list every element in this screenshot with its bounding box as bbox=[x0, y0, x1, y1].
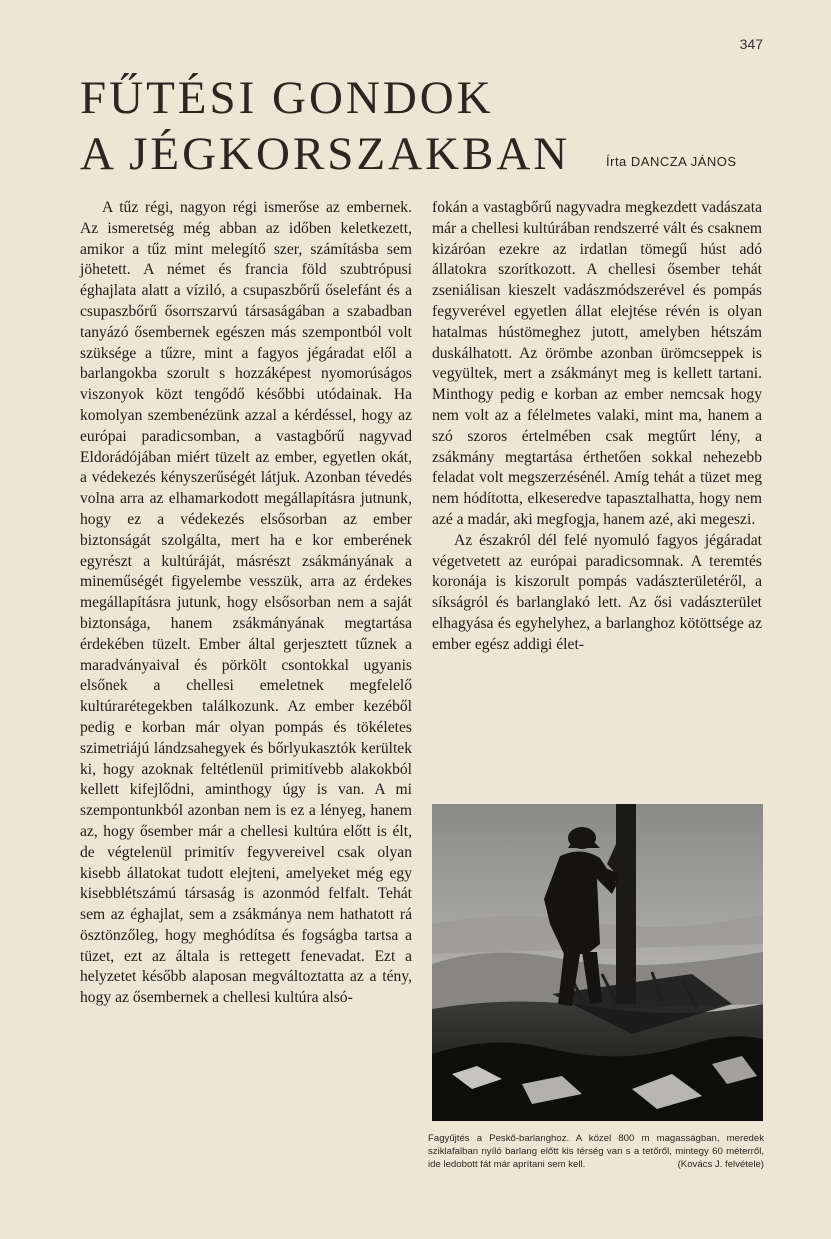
left-paragraph-1: A tűz régi, nagyon régi ismerőse az embernek. Az ismeretség még abban az időben keletkezett, amikor a tűz mint melegítő szer, számításba sem jöhetett. A német és francia föld szubtrópusi éghajlata alatt a víziló, a csupaszbőrű őselefánt és a csupaszbőrű ősorrszarvú társaságában a szabadban tanyázó ősembernek egészen más szempontból volt szüksége a tűzre, mint a fagyos jégáradat elől a barlangokba szorult s hozzáképest nyomorúságos viszonyok közt tengődő későbbi utódainak. Ha komolyan szembenézünk azzal a kérdéssel, hogy az európai paradicsomban, a vastagbőrű nagyvad Eldorádójában miért tüzelt az ember, egyetlen okát, a védekezés kényszerűségét látjuk. Azonban tévedés volna arra az elhamarkodott megállapításra jutnunk, hogy ez a védekezés elsősorban az ember biztonságát szolgálta, mert ha e kor emberének egyrészt a kultúráját, másrészt zsákmányának a mineműségét figyelembe vesszük, arra az érdekes megállapításra jutunk, hogy elsősorban nem a saját biztonsága, hanem zsákmányának megtartása érdekében tüzelt. Ember által gerjesztett tűznek a maradványaival és pörkölt csontokkal ugyanis elsőnek a chellesi emeletnek megfelelő kultúrarétegekben találkozunk. Az ember kezéből pedig e korban már olyan pompás és tökéletes szimetriájú lándzsahegyek és bőrlyukasztók kerültek ki, hogy azoknak feltétlenül primitívebb alakokból kellett kifejlődni, aminthogy úgy is van. A mi szempontunkból azonban nem is ez a lényeg, hanem az, hogy ősember már a chellesi kultúra előtt is élt, de végtelenül primitív fegyvereivel csak olyan kisebb állatokat tudott elejteni, amelyeket még egy kisebblétszámú társaság is azonmód felfalt. Tehát sem az éghajlat, sem a zsákmánya nem hathatott rá ösztönzőleg, hogy meghódítsa és fogságba tartsa a tüzet, ezt az általa is rettegett fenevadat. Ezt a helyzetet később alaposan megváltoztatta az a tény, hogy az ősembernek a chellesi kultúra alsó- bbox=[80, 199, 412, 1007]
photo-illustration bbox=[432, 804, 763, 1121]
article-photo bbox=[432, 804, 763, 1121]
byline: Írta DANCZA JÁNOS bbox=[606, 154, 737, 169]
title-line-2: A JÉGKORSZAKBAN bbox=[80, 128, 571, 180]
left-column bbox=[80, 198, 412, 1009]
page-number: 347 bbox=[739, 36, 763, 52]
photo-caption bbox=[428, 1132, 764, 1171]
right-paragraph-1: fokán a vastagbőrű nagyvadra megkezdett vadászata már a chellesi kultúrában rendszerré vált és csaknem kizáróan ezekre az irdatlan tömegű húst adó állatokra szorítkozott. A chellesi ősember tehát zseniálisan kieszelt vadászmódszerével és pompás fegyverével egyetlen állat elejtése révén is olyan hatalmas hústömeghez jutott, amelyben hétszám duskálhatott. Az örömbe azonban ürömcseppek is vegyültek, mert a zsákmányt meg is kellett tartani. Minthogy pedig e korban az ember nemcsak hogy nem volt az a félelmetes valaki, mint ma, hanem a szó szoros értelmében csak megtűrt lény, a zsákmány megtartása érthetően sokkal nehezebb feladat volt megszerzésénél. Amíg tehát a tüzet meg nem hódította, elkeseredve tapasztalhatta, hogy nem azé a madár, aki megfogja, hanem azé, aki megeszi. bbox=[432, 199, 762, 528]
title-line-1: FŰTÉSI GONDOK bbox=[80, 72, 494, 124]
article-title bbox=[80, 70, 570, 182]
photo-credit: (Kovács J. felvétele) bbox=[677, 1159, 764, 1170]
right-paragraph-2: Az északról dél felé nyomuló fagyos jégáradat végetvetett az európai paradicsomnak. A teremtés koronája is kiszorult pompás vadászterületéről, a síkságról és barlanglakó lett. Az ősi vadászterület elhagyása és egyhelyhez, a barlanghoz kötöttsége az ember egész addigi élet- bbox=[432, 531, 762, 653]
right-column bbox=[432, 198, 762, 656]
caption-text: Fagyűjtés a Peskő-barlanghoz. A közel 800 m magasságban, meredek sziklafalban nyíló barlang előtt kis térség van s a tetőről, mintegy 60 méterről, ide ledobott fát már aprítani sem kell. bbox=[428, 1133, 764, 1170]
